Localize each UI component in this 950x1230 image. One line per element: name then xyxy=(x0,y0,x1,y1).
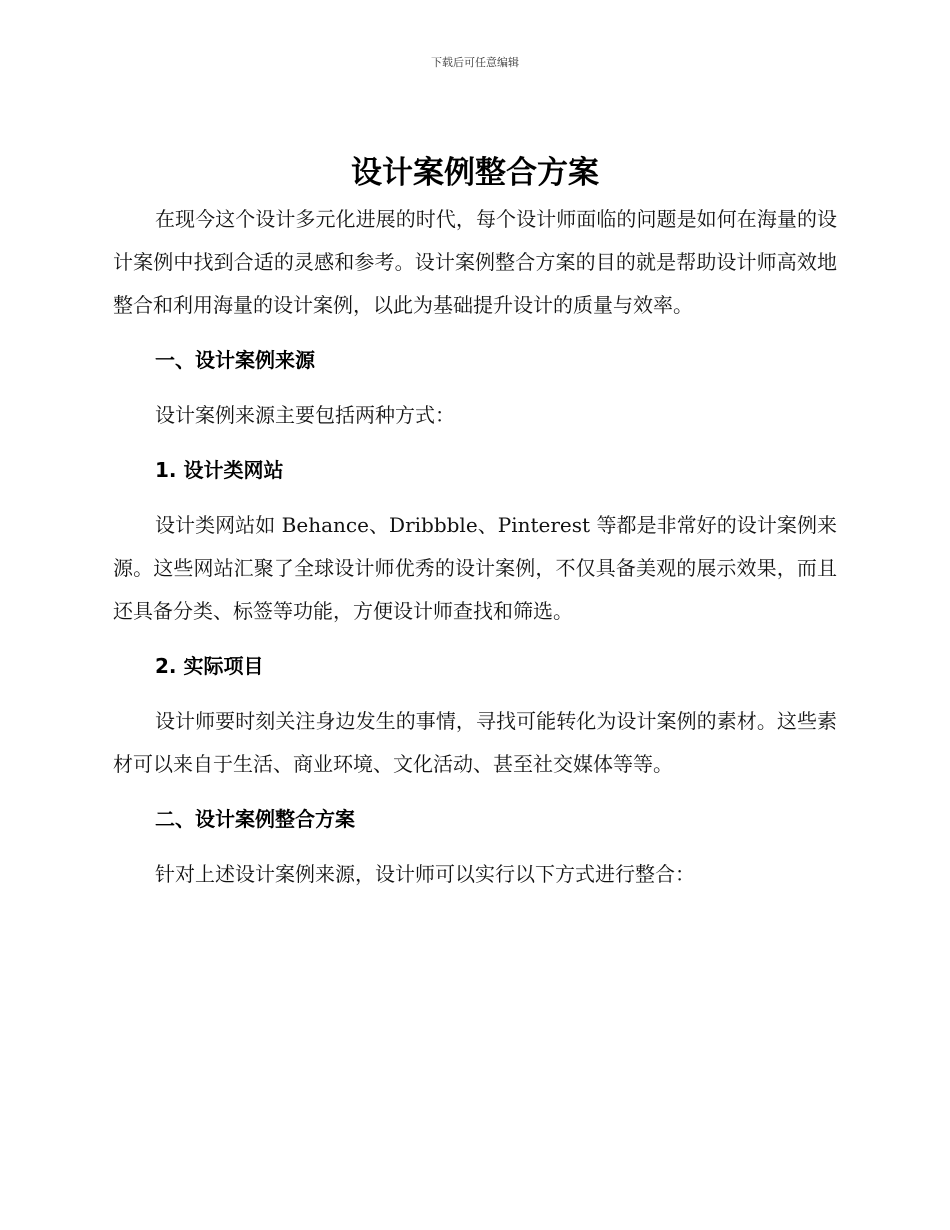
sources-lead-paragraph: 设计案例来源主要包括两种方式： xyxy=(155,403,455,427)
document-title: 设计案例整合方案 xyxy=(351,155,599,191)
document-content xyxy=(113,150,837,896)
section-heading-integration: 二、设计案例整合方案 xyxy=(155,807,355,831)
subheading-real-projects: 2. 实际项目 xyxy=(155,654,264,678)
section-heading-sources: 一、设计案例来源 xyxy=(155,348,315,372)
subheading-design-websites: 1. 设计类网站 xyxy=(155,458,284,482)
page-header-note: 下载后可任意编辑 xyxy=(431,56,519,69)
design-websites-paragraph: 设计类网站如 Behance、Dribbble、Pinterest 等都是非常好的设计案例来源。这些网站汇聚了全球设计师优秀的设计案例，不仅具备美观的展示效果，而且还具备分类、标签等功能，方便设计师查找和筛选。 xyxy=(113,513,837,623)
integration-lead-paragraph: 针对上述设计案例来源，设计师可以实行以下方式进行整合： xyxy=(155,862,695,886)
real-projects-paragraph: 设计师要时刻关注身边发生的事情，寻找可能转化为设计案例的素材。这些素材可以来自于生活、商业环境、文化活动、甚至社交媒体等等。 xyxy=(113,709,837,776)
intro-paragraph: 在现今这个设计多元化进展的时代，每个设计师面临的问题是如何在海量的设计案例中找到合适的灵感和参考。设计案例整合方案的目的就是帮助设计师高效地整合和利用海量的设计案例，以此为基础提升设计的质量与效率。 xyxy=(113,207,837,317)
